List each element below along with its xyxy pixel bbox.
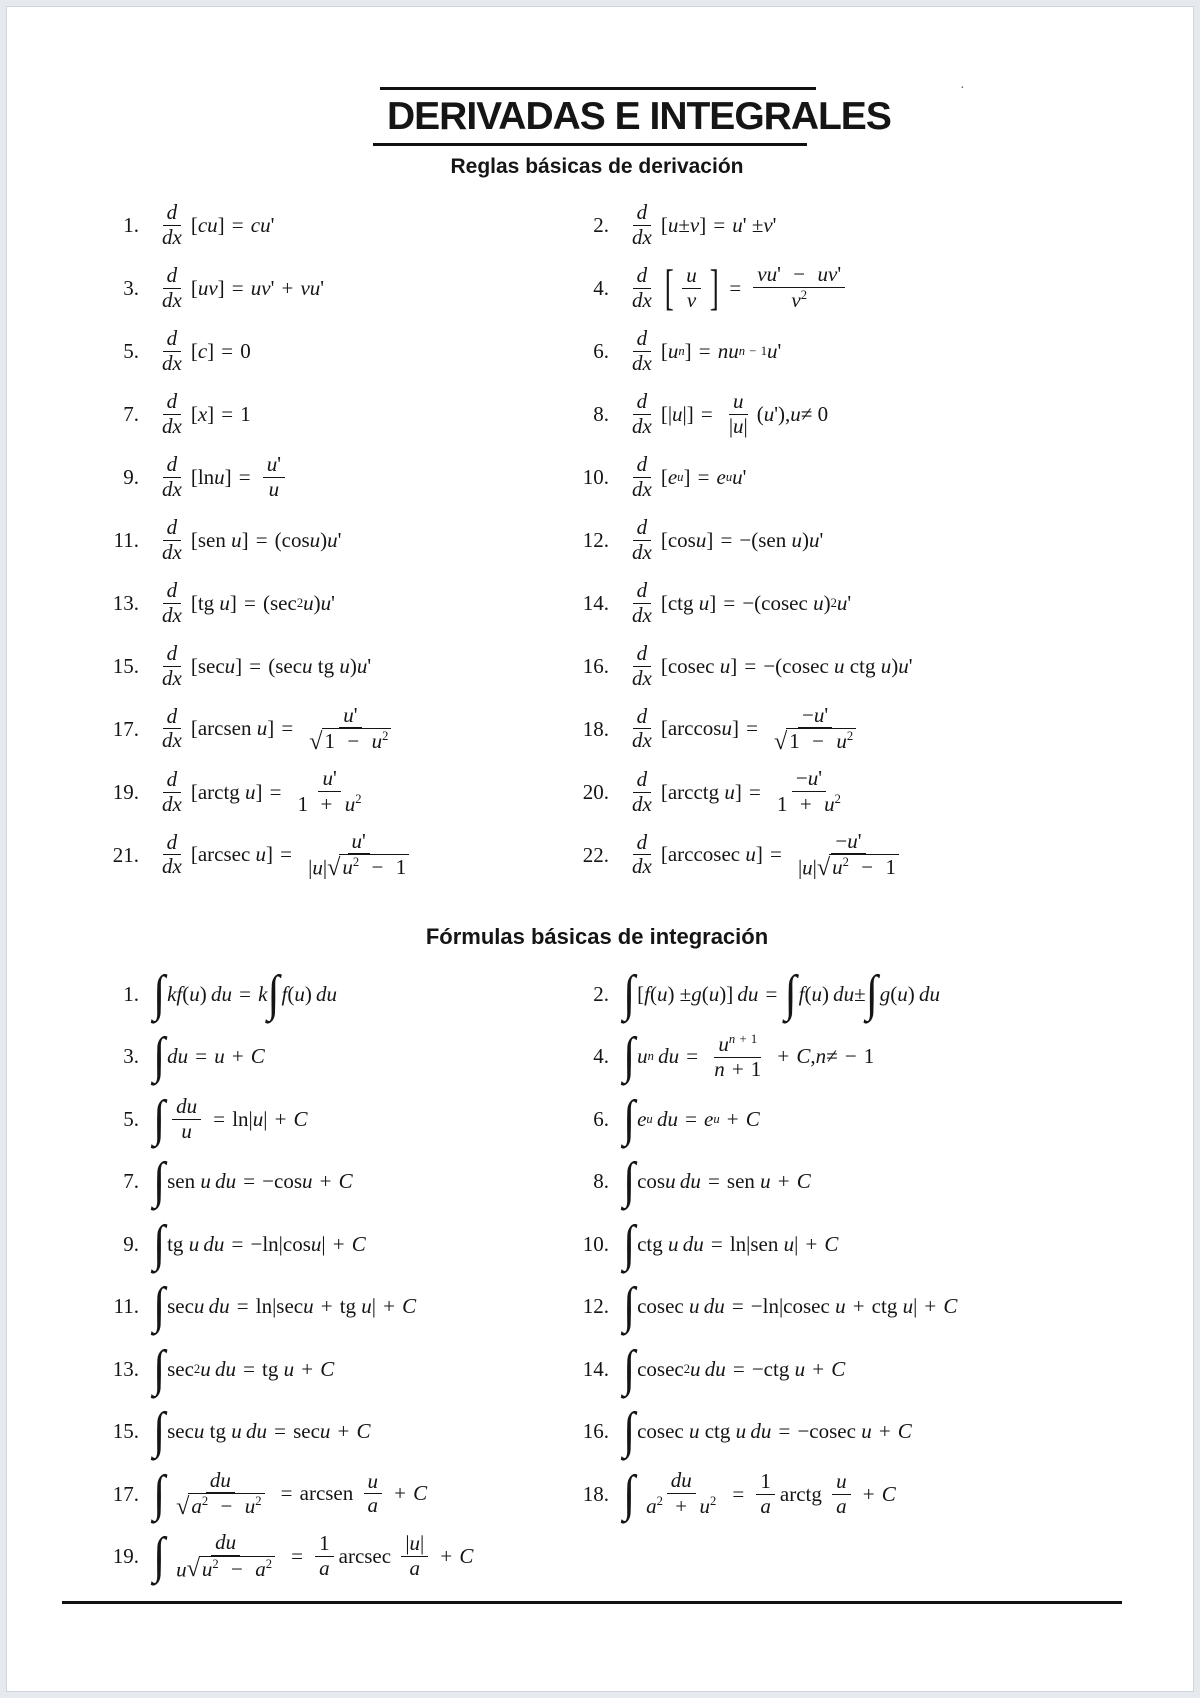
integral-formula-formula: ∫ du u √ $u^2 - a^2$ = $\frac{1}{a}$ arcsec $\frac{|u|}{a}$ + C	[153, 1527, 474, 1585]
derivative-rule-number: 22.	[582, 842, 609, 867]
integral-formula-formula: ∫ k f ( u ) d u = k ∫ f ( u ) d u	[153, 965, 338, 1022]
integral-formula-formula: ∫ e u d u = e u + C	[623, 1090, 760, 1147]
integral-formula-number: 17.	[112, 1481, 139, 1506]
integral-formula-item	[547, 1337, 845, 1401]
derivative-rule-item	[547, 760, 850, 824]
integral-formula-number: 10.	[582, 1231, 609, 1256]
derivative-rule-formula: $\frac{d}{dx}$ [ $\frac{u}{v}$ ] = $\frac{vu' - uv'}{v^2}$	[623, 263, 850, 312]
integral-formula-item	[77, 1275, 416, 1339]
derivative-rule-number: 12.	[582, 527, 609, 552]
integrals-heading: Fórmulas básicas de integración	[425, 924, 769, 949]
integral-formula-number: 14.	[582, 1356, 609, 1381]
derivative-rule-formula: $\frac{d}{dx}$ [arccosec u ] = −u' |u| √ $u^2 - 1$	[623, 830, 908, 880]
integral-formula-formula: ∫ ctg u d u = ln|sen u | + C	[623, 1215, 839, 1272]
integral-formula-item	[77, 1337, 334, 1401]
integral-formula-item	[77, 962, 337, 1026]
integral-formula-formula: ∫ [ f ( u ) ± g ( u )] d u = ∫ f ( u ) d u ± ∫ g ( u ) d u	[623, 965, 940, 1022]
integral-formula-formula: ∫ d u = u + C	[153, 1027, 265, 1085]
derivative-rule-item	[77, 256, 324, 320]
derivative-rule-number: 7.	[123, 401, 139, 426]
integral-formula-number: 8.	[593, 1169, 609, 1193]
derivative-rule-number: 4.	[593, 275, 609, 300]
integral-formula-number: 13.	[112, 1356, 139, 1381]
derivative-rule-number: 18.	[582, 716, 609, 741]
derivative-rule-formula: $\frac{d}{dx}$ [cos u ] = −(sen u ) u '	[632, 514, 824, 564]
derivative-rule-item	[547, 634, 913, 698]
derivative-rule-number: 8.	[593, 401, 609, 426]
derivative-rule-formula: $\frac{d}{dx}$ [arcsec u ] = u' |u| √ $u^2 - 1$	[153, 830, 418, 880]
integral-formula-item	[77, 1400, 371, 1464]
derivative-rule-number: 21.	[112, 842, 139, 867]
derivative-rule-item	[77, 634, 371, 698]
derivative-rule-item	[77, 571, 335, 635]
derivative-rule-item	[547, 697, 865, 761]
integral-formula-item	[547, 962, 940, 1026]
integral-formula-item	[547, 1400, 912, 1464]
derivative-rule-formula: $\frac{d}{dx}$ [ u ± v ] = u ' ± v '	[632, 199, 777, 249]
scan-mark: ·	[960, 81, 965, 96]
integral-formula-item	[547, 1025, 874, 1089]
integral-formula-formula: ∫ sec 2 u d u = tg u + C	[153, 1340, 335, 1397]
integral-formula-number: 5.	[123, 1106, 139, 1131]
integral-formula-formula: ∫ $\frac{du}{u}$ = ln| u | + C	[153, 1090, 308, 1147]
derivative-rule-item	[77, 319, 251, 383]
derivative-rule-formula: $\frac{d}{dx}$ [| u |] = $\frac{u}{|u|}$ ( u '), u ≠ 0	[632, 388, 829, 438]
integral-formula-number: 1.	[123, 981, 139, 1006]
derivative-rule-item	[77, 823, 418, 887]
derivative-rule-item	[547, 823, 908, 887]
page-bottom-rule	[62, 1601, 1122, 1604]
derivative-rule-formula: $\frac{d}{dx}$ [arcctg u ] = $\frac{-u'}{1 + u^2}$	[632, 766, 841, 816]
derivative-rule-formula: $\frac{d}{dx}$ [arcsen u ] = u' √ $1 - u^2$	[153, 704, 400, 754]
derivative-rule-formula: $\frac{d}{dx}$ [ x ] = 1	[162, 388, 251, 438]
integral-formula-number: 16.	[582, 1419, 609, 1443]
derivative-rule-formula: $\frac{d}{dx}$ [ u n ] = n u n − 1 u '	[632, 325, 782, 375]
integral-formula-item	[77, 1150, 353, 1214]
derivative-rule-number: 13.	[112, 590, 139, 615]
integral-formula-item	[77, 1525, 473, 1589]
integral-formula-formula: ∫ cos u d u = sen u + C	[623, 1152, 811, 1210]
derivative-rule-number: 6.	[593, 338, 609, 363]
derivative-rule-item	[547, 193, 776, 257]
derivative-rule-formula: $\frac{d}{dx}$ [ctg u ] = −(cosec u ) 2 u '	[632, 577, 852, 627]
integral-formula-number: 9.	[123, 1231, 139, 1256]
derivative-rule-number: 5.	[123, 338, 139, 363]
derivative-rule-item	[77, 697, 400, 761]
derivative-rule-formula: $\frac{d}{dx}$ [ c ] = 0	[162, 325, 251, 375]
derivative-rule-number: 9.	[123, 464, 139, 489]
derivative-rule-item	[77, 508, 341, 572]
derivative-rule-number: 10.	[582, 464, 609, 489]
derivative-rule-item	[77, 382, 251, 446]
integral-formula-item	[77, 1462, 427, 1526]
title-bottom-rule	[373, 143, 807, 146]
integral-formula-formula: ∫ cosec 2 u d u = −ctg u + C	[623, 1340, 846, 1397]
derivative-rule-formula: $\frac{d}{dx}$ [ln u ] = $\frac{u'}{u}$	[153, 453, 290, 501]
integral-formula-number: 19.	[112, 1544, 139, 1568]
derivatives-heading: Reglas básicas de derivación	[450, 155, 744, 178]
derivative-rule-number: 20.	[582, 779, 609, 804]
derivative-rule-item	[77, 445, 290, 509]
derivative-rule-item	[547, 319, 781, 383]
integral-formula-number: 6.	[593, 1106, 609, 1131]
integral-formula-formula: ∫ u n d u = $\frac{u^{n + 1}}{n + 1}$ + C , n ≠ − 1	[623, 1027, 875, 1085]
derivative-rule-number: 16.	[582, 653, 609, 678]
derivative-rule-formula: $\frac{d}{dx}$ [cosec u ] = −(cosec u ctg u ) u '	[632, 640, 913, 690]
integral-formula-item	[77, 1025, 265, 1089]
integral-formula-formula: ∫ $\frac{du}{a^2 + u^2}$ = $\frac{1}{a}$ arctg $\frac{u}{a}$ + C	[623, 1465, 896, 1522]
integral-formula-number: 12.	[582, 1294, 609, 1318]
derivative-rule-number: 19.	[112, 779, 139, 804]
derivative-rule-number: 11.	[113, 527, 139, 552]
integral-formula-formula: ∫ tg u d u = −ln|cos u | + C	[153, 1215, 366, 1272]
derivative-rule-formula: $\frac{d}{dx}$ [sen u ] = (cos u ) u '	[162, 514, 342, 564]
derivative-rule-item	[547, 508, 823, 572]
derivative-rule-formula: $\frac{d}{dx}$ [tg u ] = (sec 2 u ) u '	[162, 577, 335, 627]
integral-formula-item	[547, 1212, 838, 1276]
integral-formula-formula: ∫ cosec u d u = −ln|cosec u + ctg u | + C	[623, 1277, 958, 1335]
derivative-rule-item	[547, 382, 828, 446]
derivative-rule-item	[547, 256, 850, 320]
derivative-rule-formula: $\frac{d}{dx}$ [arctg u ] = $\frac{u'}{1 + u^2}$	[162, 766, 362, 816]
integral-formula-item	[547, 1150, 811, 1214]
integral-formula-formula: ∫ cosec u ctg u d u = −cosec u + C	[623, 1402, 912, 1460]
derivative-rule-item	[547, 445, 746, 509]
integral-formula-number: 11.	[113, 1294, 139, 1318]
integral-formula-number: 7.	[123, 1169, 139, 1193]
integral-formula-number: 3.	[123, 1044, 139, 1068]
derivative-rule-item	[547, 571, 851, 635]
derivative-rule-formula: $\frac{d}{dx}$ [ u v ] = u v ' + v u '	[162, 262, 325, 312]
derivative-rule-formula: $\frac{d}{dx}$ [arccos u ] = −u' √ $1 - u^2$	[623, 704, 865, 754]
integral-formula-number: 18.	[582, 1481, 609, 1506]
integral-formula-item	[547, 1462, 896, 1526]
integral-formula-number: 4.	[593, 1044, 609, 1068]
integral-formula-formula: ∫ sec u tg u d u = sec u + C	[153, 1402, 371, 1460]
integral-formula-formula: ∫ sen u d u = −cos u + C	[153, 1152, 353, 1210]
integral-formula-number: 15.	[112, 1419, 139, 1443]
derivative-rule-number: 1.	[123, 212, 139, 237]
derivative-rule-number: 14.	[582, 590, 609, 615]
integral-formula-number: 2.	[593, 981, 609, 1006]
derivative-rule-number: 17.	[112, 716, 139, 741]
title-top-rule	[380, 87, 816, 90]
derivative-rule-number: 3.	[123, 275, 139, 300]
page-title: DERIVADAS E INTEGRALES	[387, 95, 891, 138]
derivative-rule-formula: $\frac{d}{dx}$ [ c u ] = c u '	[162, 199, 275, 249]
derivative-rule-item	[77, 193, 274, 257]
integral-formula-item	[547, 1087, 760, 1151]
derivative-rule-number: 2.	[593, 212, 609, 237]
integral-formula-item	[547, 1275, 957, 1339]
derivative-rule-item	[77, 760, 371, 824]
integral-formula-formula: ∫ sec u d u = ln|sec u + tg u | + C	[153, 1277, 417, 1335]
integral-formula-item	[77, 1212, 366, 1276]
derivative-rule-number: 15.	[112, 653, 139, 678]
document-page	[6, 6, 1194, 1692]
derivative-rule-formula: $\frac{d}{dx}$ [ e u ] = e u u '	[632, 451, 747, 501]
integral-formula-item	[77, 1087, 308, 1151]
integral-formula-formula: ∫ du √ $a^2 - u^2$ = arcsen $\frac{u}{a}$ + C	[153, 1465, 428, 1522]
derivative-rule-formula: $\frac{d}{dx}$ [sec u ] = (sec u tg u ) u '	[162, 640, 372, 690]
